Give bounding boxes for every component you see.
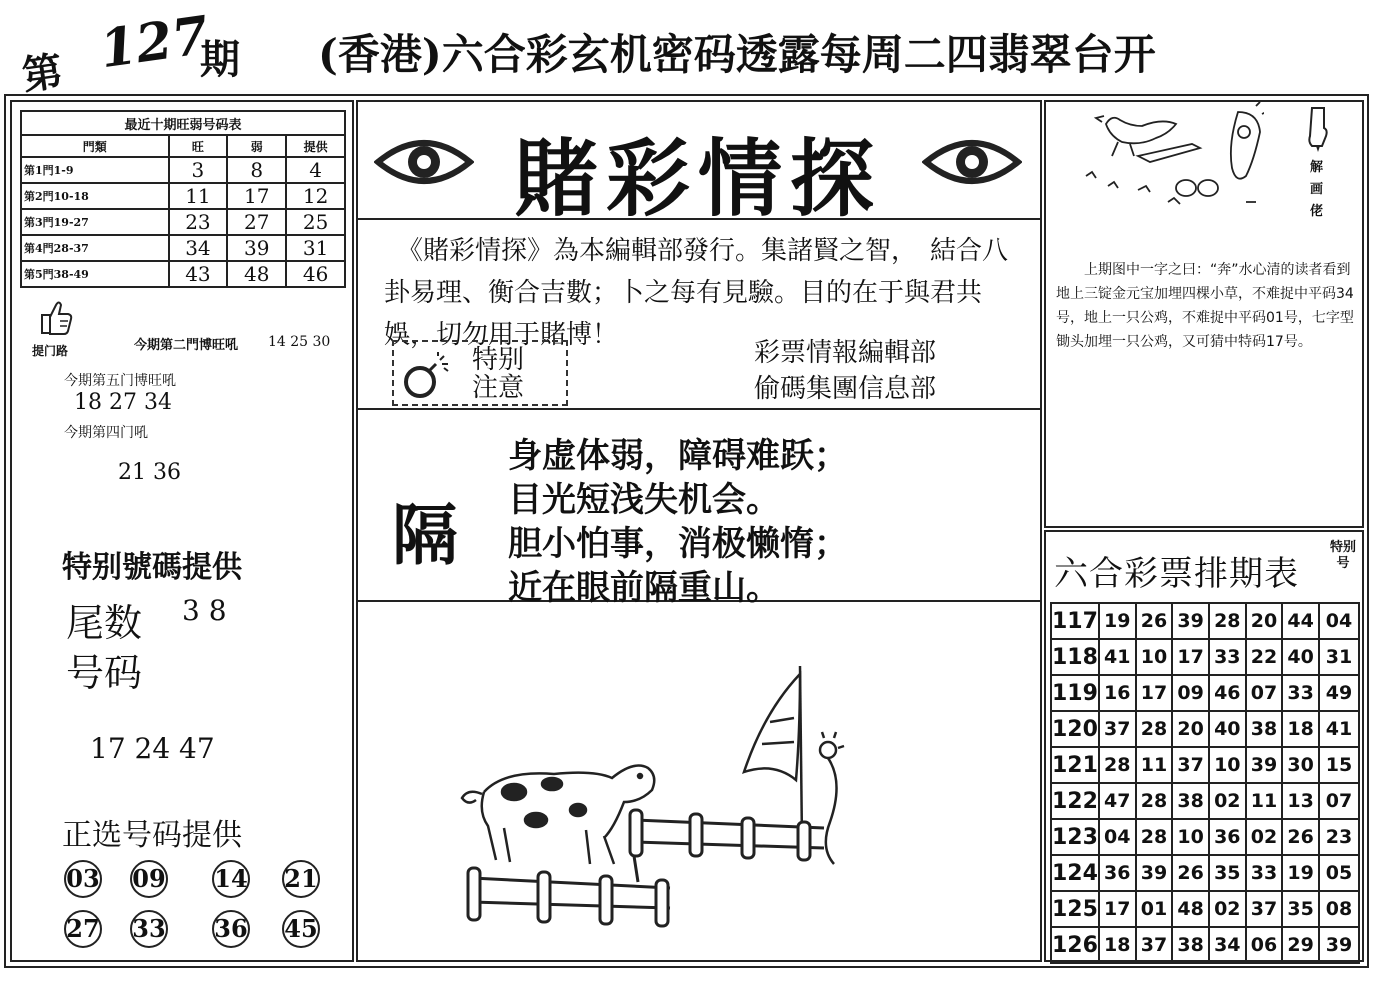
- pig-drawing: [462, 766, 654, 864]
- cell-weak: 39: [227, 235, 286, 261]
- poem-box: [358, 408, 1040, 608]
- schedule-panel: [1044, 530, 1364, 962]
- number-cell: 38: [1246, 711, 1283, 747]
- special-notice-text: 特别 注意: [472, 345, 525, 403]
- cell-provide: 25: [286, 209, 345, 235]
- number-cell: 17: [1099, 891, 1136, 927]
- number-cell: 18: [1282, 711, 1319, 747]
- pick-ball: 14: [212, 860, 250, 898]
- number-cell: 34: [1209, 927, 1246, 963]
- period-cell: 125: [1051, 891, 1099, 927]
- number-cell: 33: [1209, 639, 1246, 675]
- fence-drawing: [468, 810, 824, 926]
- number-cell: 36: [1099, 855, 1136, 891]
- recent-ten-table: [20, 110, 346, 288]
- number-cell: 36: [1209, 819, 1246, 855]
- number-cell: 07: [1246, 675, 1283, 711]
- banner: [358, 102, 1040, 228]
- schedule-title: 六合彩票排期表: [1054, 554, 1299, 594]
- special-number-cell: 49: [1319, 675, 1359, 711]
- number-cell: 19: [1282, 855, 1319, 891]
- cell-provide: 31: [286, 235, 345, 261]
- hint-char: 佬: [1310, 204, 1324, 219]
- door4-numbers: 21 36: [118, 460, 181, 485]
- pick-ball: 36: [212, 910, 250, 948]
- poem-line: 胆小怕事，消极懒惰；: [508, 524, 848, 564]
- number-cell: 13: [1282, 783, 1319, 819]
- riddle-picture: [1078, 102, 1264, 216]
- special-number-cell: 08: [1319, 891, 1359, 927]
- number-cell: 28: [1136, 711, 1173, 747]
- number-cell: 37: [1246, 891, 1283, 927]
- number-cell: 02: [1246, 819, 1283, 855]
- number-cell: 26: [1172, 855, 1209, 891]
- row-label: 第5門38-49: [21, 261, 169, 287]
- pick-ball: 21: [282, 860, 320, 898]
- number-cell: 41: [1099, 639, 1136, 675]
- special-column-label: 特别号: [1329, 540, 1356, 571]
- number-cell: 30: [1282, 747, 1319, 783]
- special-number-cell: 04: [1319, 603, 1359, 639]
- number-cell: 26: [1282, 819, 1319, 855]
- number-cell: 28: [1209, 603, 1246, 639]
- number-cell: 09: [1172, 675, 1209, 711]
- special-number-title: 特别號碼提供: [62, 550, 242, 585]
- pick-ball: 45: [282, 910, 320, 948]
- schedule-row: [1051, 783, 1359, 819]
- department-name: 偷碼集團信息部: [754, 374, 937, 404]
- issue-suffix: 期: [200, 36, 240, 83]
- page-title: (香港)六合彩玄机密码透露每周二四翡翠台开: [318, 30, 1156, 79]
- issue-prefix: 第: [19, 47, 66, 100]
- schedule-row: [1051, 891, 1359, 927]
- number-cell: 10: [1172, 819, 1209, 855]
- number-cell: 26: [1136, 603, 1173, 639]
- department-name: 彩票情報編輯部: [754, 338, 937, 368]
- door5-label: 今期第五门博旺吼: [64, 373, 176, 389]
- number-cell: 11: [1136, 747, 1173, 783]
- special-number-cell: 15: [1319, 747, 1359, 783]
- poem: [508, 434, 848, 610]
- door2-numbers: 14 25 30: [268, 334, 331, 350]
- col-header: 提供: [286, 135, 345, 157]
- bomb-icon: [400, 352, 452, 400]
- pick-ball: 09: [130, 860, 168, 898]
- number-cell: 10: [1136, 639, 1173, 675]
- number-cell: 47: [1099, 783, 1136, 819]
- pick-ball: 33: [130, 910, 168, 948]
- number-cell: 39: [1136, 855, 1173, 891]
- number-cell: 35: [1282, 891, 1319, 927]
- schedule-row: [1051, 639, 1359, 675]
- number-cell: 37: [1136, 927, 1173, 963]
- number-cell: 48: [1172, 891, 1209, 927]
- schedule-row: [1051, 927, 1359, 963]
- period-cell: 122: [1051, 783, 1099, 819]
- number-cell: 46: [1209, 675, 1246, 711]
- number-cell: 39: [1246, 747, 1283, 783]
- number-cell: 35: [1209, 855, 1246, 891]
- number-cell: 38: [1172, 927, 1209, 963]
- row-label: 第3門19-27: [21, 209, 169, 235]
- special-number-cell: 05: [1319, 855, 1359, 891]
- riddle-explanation: 上期图中一字之曰：“奔”水心清的读者看到地上三锭金元宝加埋四棵小草，不难捉中平码34号，地上一只公鸡，不难捉中平码01号，七字型锄头加埋一只公鸡，又可猜中特码17号。: [1056, 262, 1354, 350]
- number-cell: 18: [1099, 927, 1136, 963]
- col-header: 門類: [21, 135, 169, 157]
- table-row: [21, 261, 345, 287]
- number-cell: 39: [1172, 603, 1209, 639]
- period-cell: 124: [1051, 855, 1099, 891]
- number-cell: 28: [1136, 819, 1173, 855]
- cell-provide: 4: [286, 157, 345, 183]
- poem-line: 目光短浅失机会。: [508, 480, 780, 520]
- period-cell: 117: [1051, 603, 1099, 639]
- tail-label: 尾数: [66, 601, 143, 645]
- middle-column: [356, 100, 1042, 962]
- number-cell: 28: [1136, 783, 1173, 819]
- number-cell: 02: [1209, 891, 1246, 927]
- period-cell: 126: [1051, 927, 1099, 963]
- number-cell: 04: [1099, 819, 1136, 855]
- door4-label: 今期第四门吼: [64, 425, 148, 441]
- cell-strong: 43: [169, 261, 228, 287]
- special-notice-box: [392, 340, 568, 406]
- number-cell: 44: [1282, 603, 1319, 639]
- col-header: 弱: [227, 135, 286, 157]
- cell-weak: 48: [227, 261, 286, 287]
- special-number-cell: 41: [1319, 711, 1359, 747]
- cell-strong: 23: [169, 209, 228, 235]
- intro-text: 《賭彩情探》為本編輯部發行。集諸賢之智， 結合八卦易理、衡合吉數；卜之每有見驗。目的在于與君共娛，切勿用于賭博！: [384, 236, 1009, 350]
- table-row: [21, 209, 345, 235]
- number-cell: 38: [1172, 783, 1209, 819]
- code-label: 号码: [66, 651, 143, 695]
- right-column: [1044, 100, 1364, 528]
- table-row: [21, 157, 345, 183]
- number-cell: 29: [1282, 927, 1319, 963]
- main-pick-title: 正选号码提供: [62, 818, 242, 853]
- pick-ball: 27: [64, 910, 102, 948]
- number-cell: 22: [1246, 639, 1283, 675]
- number-cell: 10: [1209, 747, 1246, 783]
- door5-numbers: 18 27 34: [74, 390, 172, 415]
- schedule-table: [1050, 602, 1360, 964]
- table-row: [21, 235, 345, 261]
- number-cell: 33: [1282, 675, 1319, 711]
- special-number-cell: 31: [1319, 639, 1359, 675]
- pointing-hand-icon: [1304, 104, 1332, 152]
- poem-key-character: 隔: [392, 497, 458, 574]
- issue-number: 127: [96, 4, 213, 81]
- number-cell: 28: [1099, 747, 1136, 783]
- cell-strong: 11: [169, 183, 228, 209]
- number-cell: 37: [1099, 711, 1136, 747]
- period-cell: 123: [1051, 819, 1099, 855]
- special-number-cell: 39: [1319, 927, 1359, 963]
- schedule-row: [1051, 675, 1359, 711]
- tail-values: 3 8: [182, 594, 227, 627]
- flag-drawing: [744, 666, 844, 864]
- cell-provide: 46: [286, 261, 345, 287]
- number-cell: 37: [1172, 747, 1209, 783]
- number-cell: 02: [1209, 783, 1246, 819]
- cell-provide: 12: [286, 183, 345, 209]
- left-column: [10, 100, 354, 962]
- thumbs-up-icon: [36, 297, 74, 337]
- eye-icon: [922, 134, 1022, 190]
- number-cell: 06: [1246, 927, 1283, 963]
- cell-weak: 8: [227, 157, 286, 183]
- special-number-cell: 07: [1319, 783, 1359, 819]
- number-cell: 40: [1209, 711, 1246, 747]
- schedule-row: [1051, 747, 1359, 783]
- schedule-row: [1051, 711, 1359, 747]
- number-cell: 11: [1246, 783, 1283, 819]
- number-cell: 01: [1136, 891, 1173, 927]
- pig-fence-illustration: [444, 652, 984, 932]
- schedule-row: [1051, 855, 1359, 891]
- hint-char: 画: [1310, 182, 1324, 197]
- door2-label: 今期第二門博旺吼: [134, 338, 239, 353]
- poem-line: 身虚体弱，障碍难跃；: [508, 436, 848, 476]
- number-cell: 17: [1136, 675, 1173, 711]
- number-cell: 40: [1282, 639, 1319, 675]
- number-cell: 16: [1099, 675, 1136, 711]
- row-label: 第1門1-9: [21, 157, 169, 183]
- schedule-row: [1051, 819, 1359, 855]
- number-cell: 17: [1172, 639, 1209, 675]
- cell-weak: 27: [227, 209, 286, 235]
- period-cell: 120: [1051, 711, 1099, 747]
- period-cell: 121: [1051, 747, 1099, 783]
- number-cell: 20: [1172, 711, 1209, 747]
- special-number-cell: 23: [1319, 819, 1359, 855]
- cell-weak: 17: [227, 183, 286, 209]
- pick-ball: 03: [64, 860, 102, 898]
- schedule-row: [1051, 603, 1359, 639]
- tip-road-label: 提门路: [32, 344, 69, 358]
- col-header: 旺: [169, 135, 228, 157]
- recent-table-title: 最近十期旺弱号码表: [21, 111, 345, 135]
- row-label: 第2門10-18: [21, 183, 169, 209]
- number-cell: 19: [1099, 603, 1136, 639]
- cell-strong: 3: [169, 157, 228, 183]
- poem-line: 近在眼前隔重山。: [508, 568, 780, 608]
- cell-strong: 34: [169, 235, 228, 261]
- banner-title: 賭彩情探: [513, 130, 882, 228]
- table-row: [21, 183, 345, 209]
- number-cell: 33: [1246, 855, 1283, 891]
- eye-icon: [374, 134, 474, 190]
- row-label: 第4門28-37: [21, 235, 169, 261]
- period-cell: 119: [1051, 675, 1099, 711]
- code-values: 17 24 47: [90, 732, 215, 765]
- period-cell: 118: [1051, 639, 1099, 675]
- hint-char: 解: [1310, 160, 1324, 175]
- number-cell: 20: [1246, 603, 1283, 639]
